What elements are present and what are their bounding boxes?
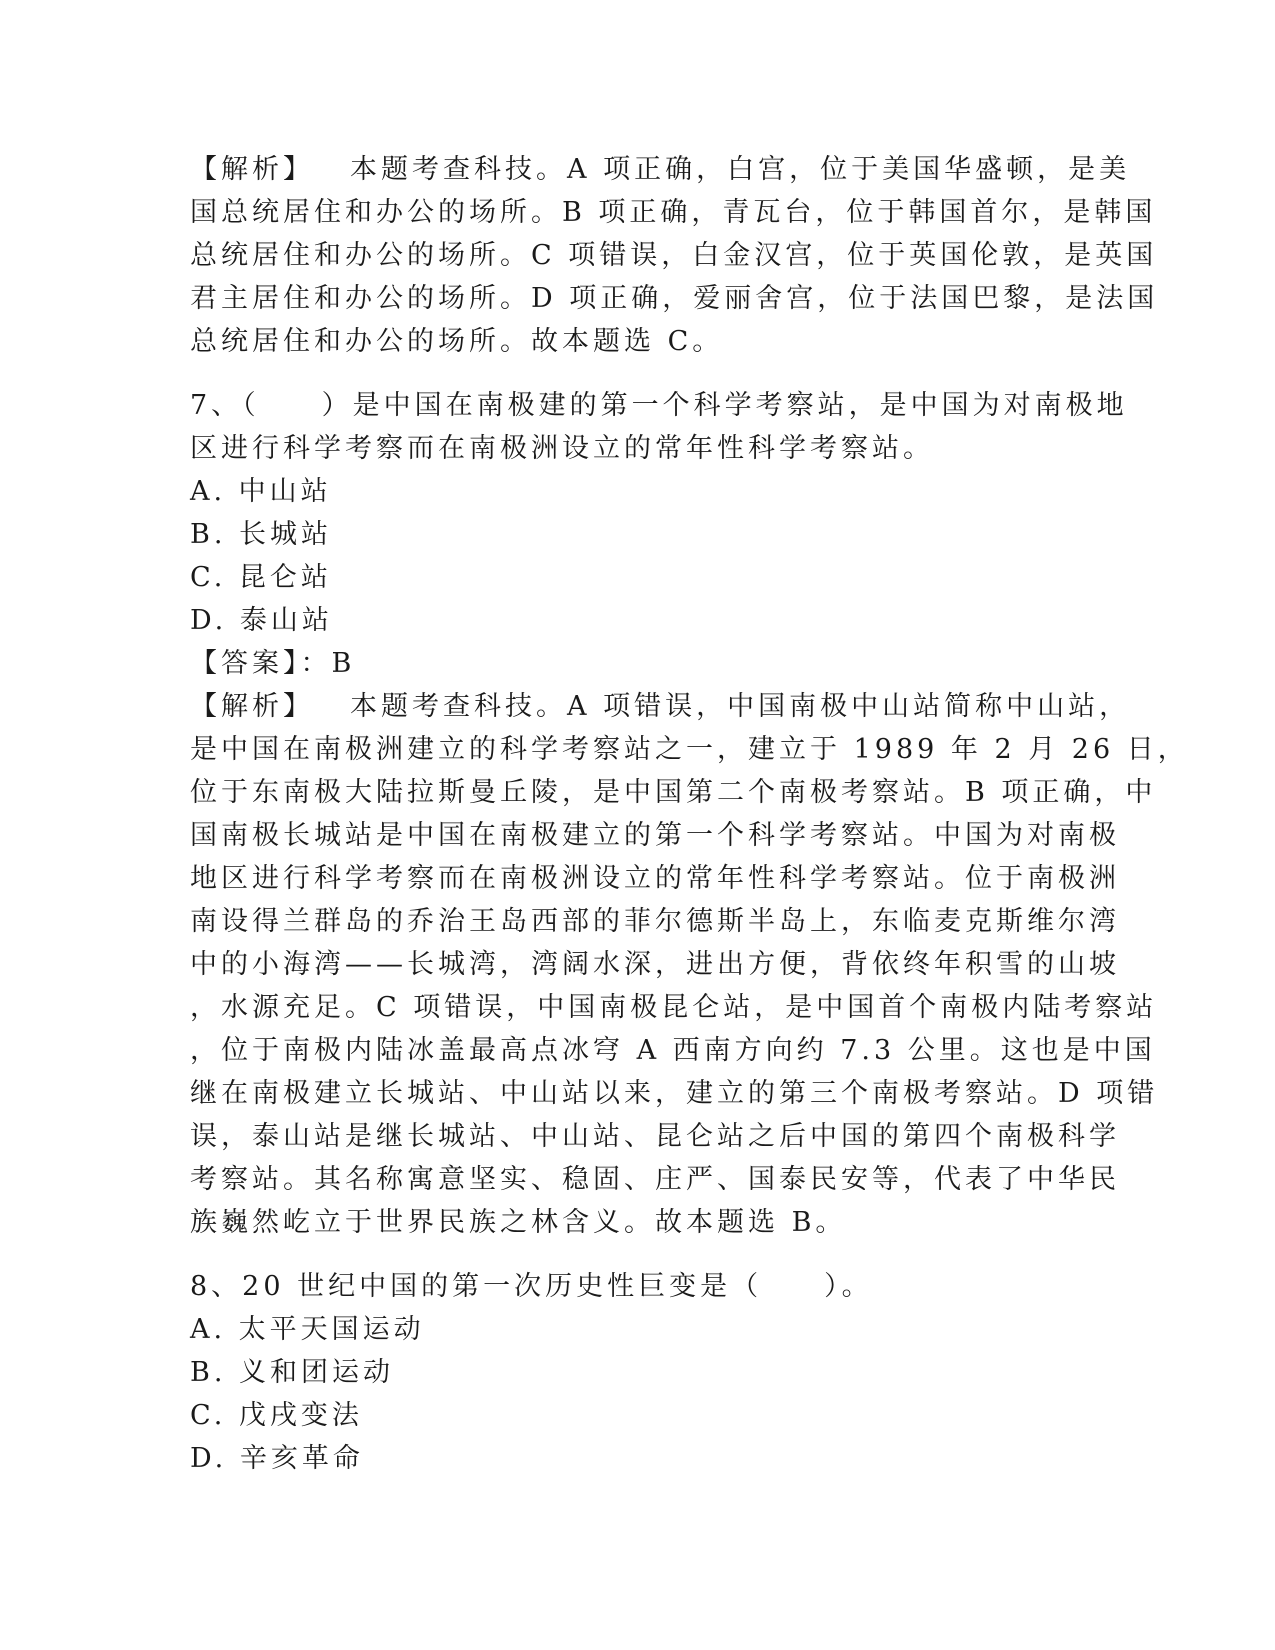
q6-analysis xyxy=(190,148,1159,363)
question-stem: 8、20 世纪中国的第一次历史性巨变是（ ）。 xyxy=(190,1271,873,1302)
analysis-line: 考察站。其名称寓意坚实、稳固、庄严、国泰民安等，代表了中华民 xyxy=(190,1164,1120,1195)
analysis-line: 族巍然屹立于世界民族之林含义。故本题选 B。 xyxy=(190,1207,847,1238)
analysis-line: 南设得兰群岛的乔治王岛西部的菲尔德斯半岛上，东临麦克斯维尔湾 xyxy=(190,906,1120,937)
question-stem: 7、（ ）是中国在南极建的第一个科学考察站，是中国为对南极地 xyxy=(190,390,1128,421)
answer: 【答案】：B xyxy=(190,648,356,679)
option-c: C. 昆仑站 xyxy=(190,562,332,593)
analysis-label: 【解析】 xyxy=(190,691,314,722)
analysis-line: 继在南极建立长城站、中山站以来，建立的第三个南极考察站。D 项错 xyxy=(190,1078,1159,1109)
analysis-line: 君主居住和办公的场所。D 项正确，爱丽舍宫，位于法国巴黎，是法国 xyxy=(190,283,1159,314)
option-a: A. 中山站 xyxy=(190,476,332,507)
analysis-line: 【解析】 本题考查科技。A 项正确，白宫，位于美国华盛顿，是美 xyxy=(190,154,1131,185)
analysis-line: ，水源充足。C 项错误，中国南极昆仑站，是中国首个南极内陆考察站 xyxy=(190,992,1158,1023)
analysis-line: 中的小海湾——长城湾，湾阔水深，进出方便，背依终年积雪的山坡 xyxy=(190,949,1120,980)
analysis-line: 【解析】 本题考查科技。A 项错误，中国南极中山站简称中山站， xyxy=(190,691,1131,722)
option-d: D. 泰山站 xyxy=(190,605,333,636)
analysis-line: 地区进行科学考察而在南极洲设立的常年性科学考察站。位于南极洲 xyxy=(190,863,1120,894)
question-8 xyxy=(190,1265,1090,1480)
analysis-line: 总统居住和办公的场所。故本题选 C。 xyxy=(190,326,724,357)
analysis-line: 国总统居住和办公的场所。B 项正确，青瓦台，位于韩国首尔，是韩国 xyxy=(190,197,1157,228)
option-b: B. 义和团运动 xyxy=(190,1357,395,1388)
option-a: A. 太平天国运动 xyxy=(190,1314,425,1345)
question-stem: 区进行科学考察而在南极洲设立的常年性科学考察站。 xyxy=(190,433,934,464)
analysis-line: 是中国在南极洲建立的科学考察站之一，建立于 1989 年 2 月 26 日， xyxy=(190,734,1189,765)
option-c: C. 戊戌变法 xyxy=(190,1400,363,1431)
option-b: B. 长城站 xyxy=(190,519,333,550)
analysis-line: 总统居住和办公的场所。C 项错误，白金汉宫，位于英国伦敦，是英国 xyxy=(190,240,1158,271)
option-d: D. 辛亥革命 xyxy=(190,1443,364,1474)
analysis-line: ，位于南极内陆冰盖最高点冰穹 A 西南方向约 7.3 公里。这也是中国 xyxy=(190,1035,1156,1066)
question-7 xyxy=(190,384,1189,1244)
analysis-line: 误，泰山站是继长城站、中山站、昆仑站之后中国的第四个南极科学 xyxy=(190,1121,1120,1152)
analysis-line: 位于东南极大陆拉斯曼丘陵，是中国第二个南极考察站。B 项正确，中 xyxy=(190,777,1157,808)
analysis-line: 国南极长城站是中国在南极建立的第一个科学考察站。中国为对南极 xyxy=(190,820,1120,851)
analysis-label: 【解析】 xyxy=(190,154,314,185)
document-page xyxy=(190,148,1189,1480)
